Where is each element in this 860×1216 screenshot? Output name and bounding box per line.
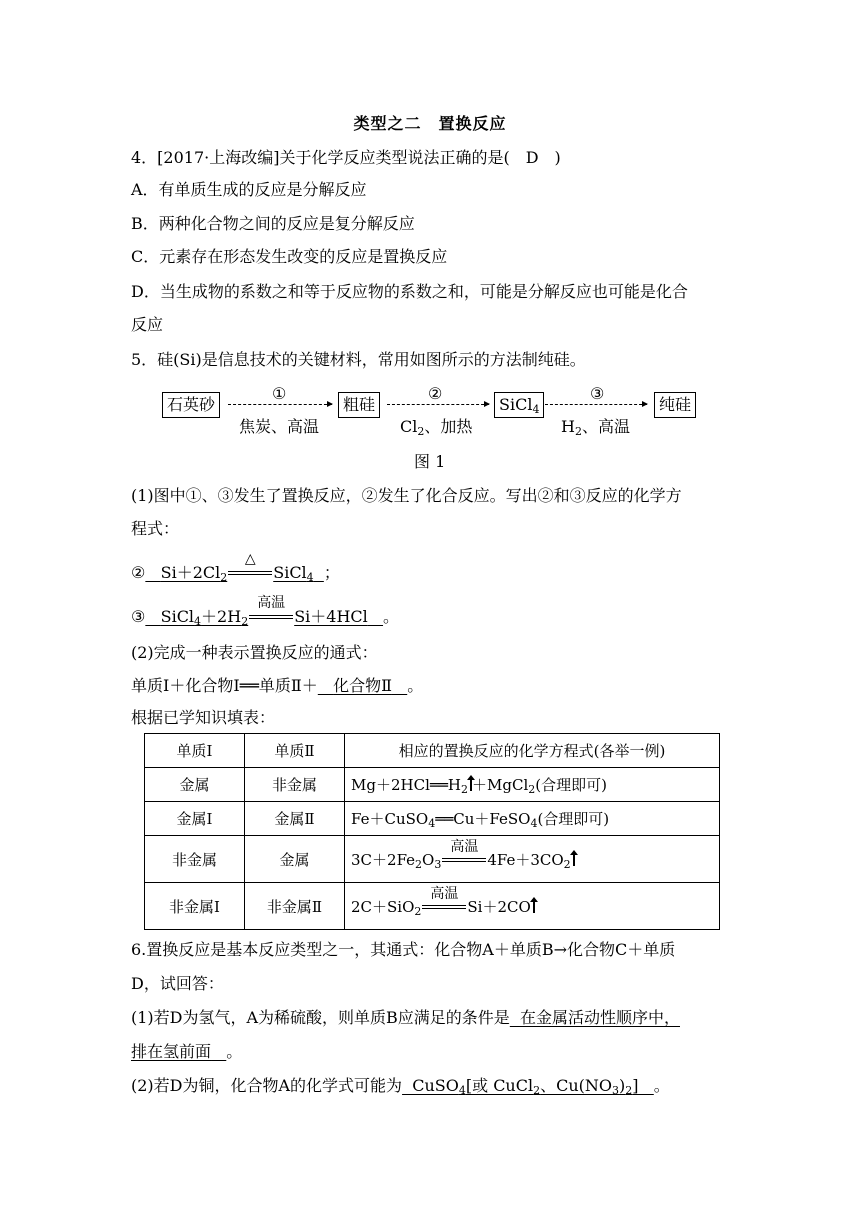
table-cell-equation: $3C+2Fe_2O_3$ 高温 $4Fe+3CO_2$	[345, 836, 720, 883]
flow-step-2-num: ②	[428, 384, 443, 403]
table-intro: 根据已学知识填表：	[131, 708, 276, 727]
table-cell: 金属	[145, 768, 245, 802]
table-cell: 非金属	[145, 836, 245, 883]
equation-2: ② $Si+2Cl_2$ △ SiCl$_4$ ；	[131, 550, 340, 584]
table-cell-equation: 2C＋SiO$_2$ 高温 Si＋2CO	[345, 883, 720, 930]
gas-up-arrow-icon	[470, 779, 472, 791]
table-cell-equation: Fe＋CuSO$_4$══Cu＋FeSO$_4$(合理即可)	[345, 802, 720, 836]
flow-node-quartz-sand: 石英砂	[162, 392, 220, 418]
flow-arrow-2	[387, 404, 489, 405]
question-4-option-d-cont: 反应	[131, 315, 164, 334]
flow-step-3-num: ③	[590, 384, 605, 403]
question-6-stem-line2: D，试回答：	[131, 974, 224, 993]
flow-node-crude-si: 粗硅	[338, 392, 380, 418]
question-4-option-a: A．有单质生成的反应是分解反应	[131, 180, 367, 199]
table-header: 单质Ⅱ	[245, 734, 345, 768]
q5-part2-line1: (2)完成一种表示置换反应的通式：	[131, 643, 378, 662]
flow-arrow-1	[228, 404, 332, 405]
table-header: 相应的置换反应的化学方程式(各举一例)	[345, 734, 720, 768]
figure-caption: 图 1	[414, 452, 446, 471]
question-5-stem: 5．硅(Si)是信息技术的关键材料，常用如图所示的方法制纯硅。	[131, 350, 586, 369]
table-row	[145, 836, 720, 883]
table-cell: 金属	[245, 836, 345, 883]
question-4-option-b: B．两种化合物之间的反应是复分解反应	[131, 214, 415, 233]
q6-part1-line1: (1)若D为氢气，A为稀硫酸，则单质B应满足的条件是 在金属活动性顺序中，	[131, 1008, 680, 1027]
q6-part1-line2: 排在氢前面 。	[131, 1042, 243, 1061]
equation-3: ③ $SiCl_4+2H_2$ 高温 Si＋4HCl 。	[131, 594, 400, 628]
q5-part1-line2: 程式：	[131, 519, 180, 538]
table-cell: 非金属Ⅰ	[145, 883, 245, 930]
gas-up-arrow-icon	[533, 901, 535, 913]
table-row	[145, 768, 720, 802]
flow-node-sicl4: SiCl$_4$	[494, 392, 544, 418]
table-cell: 非金属Ⅱ	[245, 883, 345, 930]
question-4-stem: 4．[2017·上海改编]关于化学反应类型说法正确的是( D )	[131, 148, 561, 167]
question-4-option-c: C．元素存在形态发生改变的反应是置换反应	[131, 247, 448, 266]
table-row	[145, 883, 720, 930]
table-header: 单质Ⅰ	[145, 734, 245, 768]
table-row	[145, 802, 720, 836]
q5-part2-formula: 单质Ⅰ＋化合物Ⅰ══单质Ⅱ＋ 化合物Ⅱ 。	[131, 676, 424, 695]
table-cell: 金属Ⅱ	[245, 802, 345, 836]
section-heading: 类型之二 置换反应	[353, 114, 507, 133]
reaction-table	[144, 733, 720, 930]
q5-part1-line1: (1)图中①、③发生了置换反应，②发生了化合反应。写出②和③反应的化学方	[131, 486, 682, 505]
flow-step-2-cond: $Cl_2$、加热	[400, 417, 473, 438]
flow-step-1-num: ①	[272, 384, 287, 403]
question-4-option-d: D．当生成物的系数之和等于反应物的系数之和，可能是分解反应也可能是化合	[131, 282, 688, 301]
table-cell: 金属Ⅰ	[145, 802, 245, 836]
table-cell: 非金属	[245, 768, 345, 802]
table-cell-equation: $Mg+2HCl══H_2$ ＋MgCl$_2$(合理即可)	[345, 768, 720, 802]
q6-part2: (2)若D为铜，化合物A的化学式可能为 CuSO$_4$[或 CuCl$_2$、$Cu(NO_3)_2$] 。	[131, 1076, 670, 1097]
flow-step-1-cond: 焦炭、高温	[239, 417, 320, 436]
flow-node-pure-si: 纯硅	[654, 392, 696, 418]
question-6-stem-line1: 6.置换反应是基本反应类型之一，其通式：化合物A＋单质B→化合物C＋单质	[131, 940, 676, 959]
table-header-row	[145, 734, 720, 768]
flow-arrow-3	[545, 404, 647, 405]
gas-up-arrow-icon	[573, 854, 575, 866]
flow-step-3-cond: $H_2$、高温	[561, 417, 630, 438]
